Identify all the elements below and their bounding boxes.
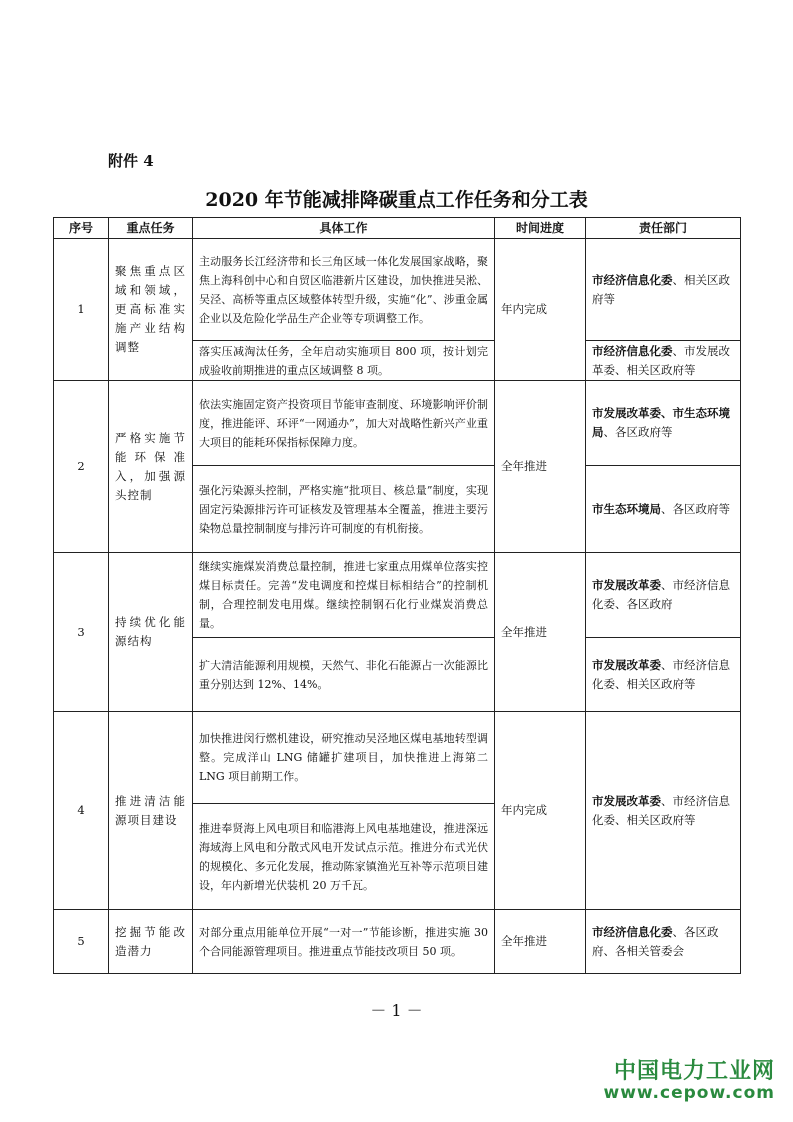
table-row (54, 239, 741, 341)
header-num: 序号 (54, 218, 109, 239)
row-num: 2 (54, 381, 109, 553)
row-dept (586, 341, 741, 381)
row-time: 全年推进 (495, 381, 586, 553)
dept-others: 、相关区政府等 (592, 272, 730, 306)
table-row (54, 381, 741, 466)
row-task: 持续优化能源结构 (109, 553, 193, 712)
header-task: 重点任务 (109, 218, 193, 239)
row-work: 强化污染源头控制，严格实施“批项目、核总量”制度，实现固定污染源排污许可证核发及管理基本全覆盖，推进主要污染物总量控制制度与排污许可制度的有机衔接。 (193, 466, 495, 553)
row-work: 落实压减淘汰任务，全年启动实施项目 800 项，按计划完成验收前期推进的重点区域调整 8 项。 (193, 341, 495, 381)
page-number: － 1 － (370, 1001, 423, 1020)
row-work: 继续实施煤炭消费总量控制，推进七家重点用煤单位落实控煤目标责任。完善“发电调度和控煤目标相结合”的控制机制，合理控制发电用煤。继续控制钢石化行业煤炭消费总量。 (193, 553, 495, 638)
row-num: 5 (54, 910, 109, 974)
header-work: 具体工作 (193, 218, 495, 239)
table-row (54, 910, 741, 974)
row-work: 对部分重点用能单位开展“一对一”节能诊断，推进实施 30 个合同能源管理项目。推进重点节能技改项目 50 项。 (193, 910, 495, 974)
dept-lead: 市生态环境局 (592, 501, 661, 516)
row-num: 3 (54, 553, 109, 712)
header-dept: 责任部门 (586, 218, 741, 239)
dept-others: 、市经济信息化委、相关区政府等 (592, 657, 730, 691)
row-dept (586, 712, 741, 910)
task-table (53, 217, 741, 974)
watermark-url: www.cepow.com (603, 1083, 775, 1103)
dept-lead: 市经济信息化委 (592, 343, 673, 358)
row-task: 挖掘节能改造潜力 (109, 910, 193, 974)
dept-lead: 市经济信息化委 (592, 272, 673, 287)
row-num: 1 (54, 239, 109, 381)
dept-others: 、各区政府等 (603, 425, 673, 439)
table-row (54, 712, 741, 804)
row-dept (586, 239, 741, 341)
row-num: 4 (54, 712, 109, 910)
dept-others: 、各区政府等 (661, 501, 730, 516)
row-work: 主动服务长江经济带和长三角区域一体化发展国家战略，聚焦上海科创中心和自贸区临港新片区建设，加快推进吴淞、吴泾、高桥等重点区域整体转型升级，实施“化”、涉重金属企业以及危险化学品生产企业等专项调整工作。 (193, 239, 495, 341)
row-dept (586, 553, 741, 638)
row-work: 推进奉贤海上风电项目和临港海上风电基地建设，推进深远海域海上风电和分散式风电开发试点示范。推进分布式光伏的规模化、多元化发展，推动陈家镇渔光互补等示范项目建设，年内新增光伏装机 20 万千瓦。 (193, 804, 495, 910)
row-time: 全年推进 (495, 553, 586, 712)
dept-others: 、各区政府、各相关管委会 (592, 924, 719, 958)
row-dept (586, 466, 741, 553)
row-work: 依法实施固定资产投资项目节能审查制度、环境影响评价制度，推进能评、环评“一网通办”，加大对战略性新兴产业重大项目的能耗环保指标保障力度。 (193, 381, 495, 466)
dept-lead: 市发展改革委 (592, 578, 661, 592)
row-task: 推进清洁能源项目建设 (109, 712, 193, 910)
row-work: 加快推进闵行燃机建设，研究推动吴泾地区煤电基地转型调整。完成洋山 LNG 储罐扩建项目，加快推进上海第二 LNG 项目前期工作。 (193, 712, 495, 804)
attachment-label: 附件 4 (108, 152, 154, 170)
row-time: 全年推进 (495, 910, 586, 974)
dept-lead: 市经济信息化委 (592, 924, 673, 939)
dept-others: 、市经济信息化委、相关区政府等 (592, 793, 730, 827)
table-header-row (54, 218, 741, 239)
dept-lead: 市发展改革委 (592, 793, 661, 808)
page-title: 2020 年节能减排降碳重点工作任务和分工表 (205, 189, 588, 211)
row-time: 年内完成 (495, 239, 586, 381)
row-task: 聚焦重点区域和领域，更高标准实施产业结构调整 (109, 239, 193, 381)
table-row (54, 553, 741, 638)
row-time: 年内完成 (495, 712, 586, 910)
row-task: 严格实施节能环保准入，加强源头控制 (109, 381, 193, 553)
row-dept (586, 638, 741, 712)
dept-lead: 市发展改革委 (592, 657, 661, 672)
header-time: 时间进度 (495, 218, 586, 239)
dept-others: 、市经济信息化委、各区政府 (592, 578, 730, 611)
row-work: 扩大清洁能源利用规模，天然气、非化石能源占一次能源比重分别达到 12%、14%。 (193, 638, 495, 712)
watermark-name: 中国电力工业网 (613, 1059, 775, 1084)
row-dept (586, 381, 741, 466)
row-dept (586, 910, 741, 974)
dept-lead: 市发展改革委、市生态环境局 (592, 406, 730, 439)
dept-others: 、市发展改革委、相关区政府等 (592, 343, 730, 377)
